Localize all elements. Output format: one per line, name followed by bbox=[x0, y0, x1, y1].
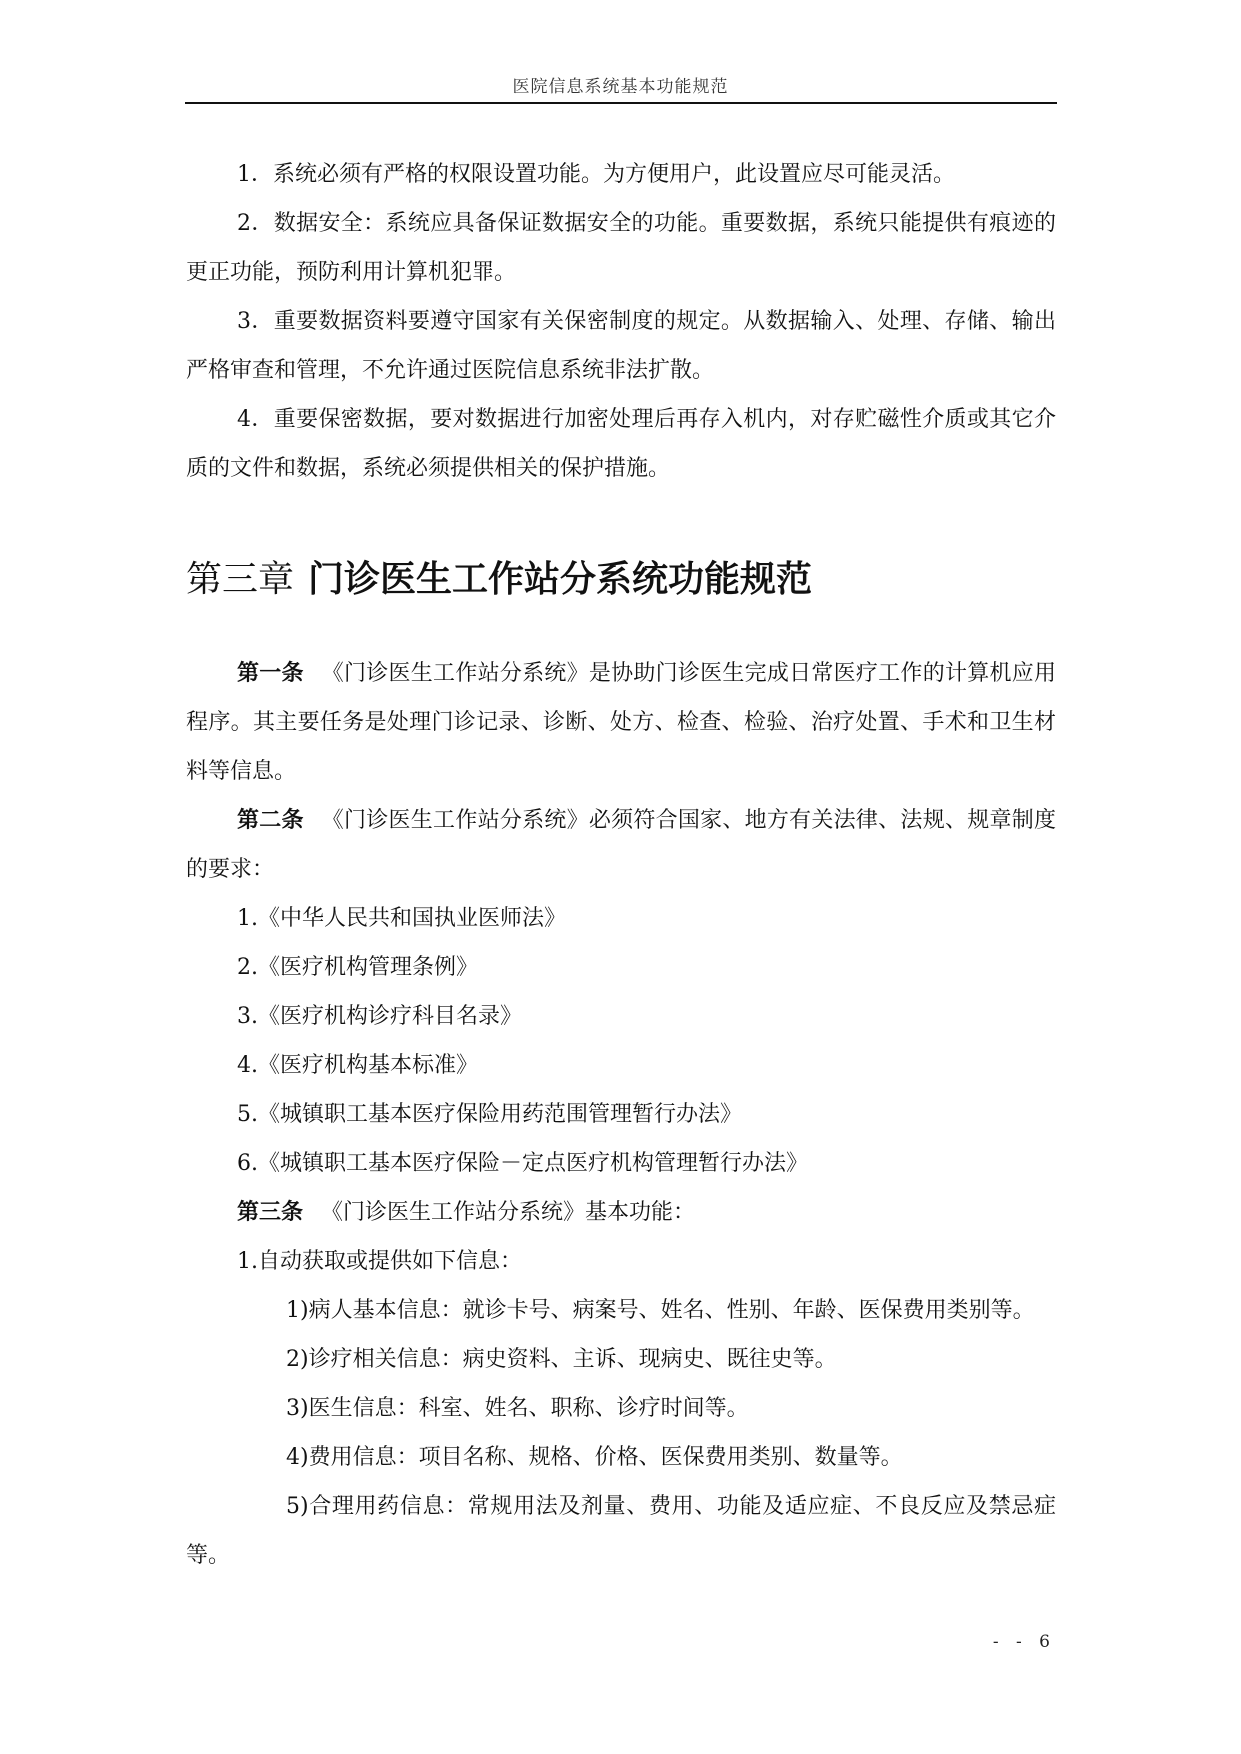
article-1-line: 置、手术和卫生材料等信息。 bbox=[186, 710, 1056, 784]
article-3 bbox=[186, 1188, 1056, 1237]
page-number: - - 6 bbox=[992, 1632, 1056, 1652]
article-3-text: 《门诊医生工作站分系统》基本功能： bbox=[321, 1200, 696, 1225]
article-1-label: 第一条 bbox=[237, 661, 304, 686]
intro-item-3 bbox=[186, 297, 1056, 395]
article-2 bbox=[186, 796, 1056, 894]
article-2-line: 《门诊医生工作站分系统》必须符合国家、地方有关法律、法规、 bbox=[321, 808, 968, 833]
intro-item-1 bbox=[186, 150, 1056, 199]
info-item-1-line: 1)病人基本信息：就诊卡号、病案号、姓名、性别、年龄、医保费用类 bbox=[286, 1298, 969, 1323]
law-item-5: 5.《城镇职工基本医疗保险用药范围管理暂行办法》 bbox=[237, 1102, 742, 1127]
header-title: 医院信息系统基本功能规范 bbox=[512, 77, 729, 97]
info-item-4 bbox=[186, 1433, 1056, 1482]
article-3-subheading: 1.自动获取或提供如下信息： bbox=[237, 1249, 522, 1274]
intro-item-2-line: 有痕迹的更正功能，预防利用计算机犯罪。 bbox=[186, 211, 1056, 285]
article-3-label: 第三条 bbox=[237, 1200, 304, 1225]
intro-item-1-line: 1．系统必须有严格的权限设置功能。为方便用户，此设置应尽可能灵活。 bbox=[237, 162, 955, 187]
intro-item-3-line: 储、输出严格审查和管理，不允许通过医院信息系统非法扩散。 bbox=[186, 309, 1056, 383]
info-item-2 bbox=[186, 1335, 1056, 1384]
article-2-line: 规章制度的要求： bbox=[186, 808, 1056, 882]
chapter-title: 门诊医生工作站分系统功能规范 bbox=[308, 559, 813, 600]
article-1 bbox=[186, 649, 1056, 796]
article-1-line: 算机应用程序。其主要任务是处理门诊记录、诊断、处方、检查、检验、治疗处 bbox=[186, 661, 1056, 735]
info-item-5-line: 禁忌症等。 bbox=[186, 1494, 1056, 1568]
header-rule bbox=[185, 102, 1057, 104]
intro-item-2-line: 2．数据安全：系统应具备保证数据安全的功能。重要数据，系统只能提供 bbox=[237, 211, 967, 236]
law-item-1: 1.《中华人民共和国执业医师法》 bbox=[237, 906, 566, 931]
info-item-3 bbox=[186, 1384, 1056, 1433]
article-2-label: 第二条 bbox=[237, 808, 304, 833]
info-item-1 bbox=[186, 1286, 1056, 1335]
page-content bbox=[186, 150, 1056, 1580]
chapter-heading bbox=[186, 555, 1056, 605]
info-item-2-line: 2)诊疗相关信息：病史资料、主诉、现病史、既往史等。 bbox=[286, 1347, 837, 1372]
chapter-number: 第三章 bbox=[186, 559, 295, 600]
intro-item-4-line: 4．重要保密数据，要对数据进行加密处理后再存入机内，对存贮磁性介质 bbox=[237, 407, 967, 432]
info-item-5 bbox=[186, 1482, 1056, 1580]
law-item-4: 4.《医疗机构基本标准》 bbox=[237, 1053, 478, 1078]
intro-item-4-line: 或其它介质的文件和数据，系统必须提供相关的保护措施。 bbox=[186, 407, 1056, 481]
intro-item-3-line: 3．重要数据资料要遵守国家有关保密制度的规定。从数据输入、处理、存 bbox=[237, 309, 967, 334]
intro-item-4 bbox=[186, 395, 1056, 493]
info-item-3-line: 3)医生信息：科室、姓名、职称、诊疗时间等。 bbox=[286, 1396, 749, 1421]
info-item-4-line: 4)费用信息：项目名称、规格、价格、医保费用类别、数量等。 bbox=[286, 1445, 903, 1470]
info-item-1-line: 别等。 bbox=[968, 1298, 1035, 1323]
law-item-3: 3.《医疗机构诊疗科目名录》 bbox=[237, 1004, 522, 1029]
intro-item-2 bbox=[186, 199, 1056, 297]
info-item-5-line: 5)合理用药信息：常规用法及剂量、费用、功能及适应症、不良反应及 bbox=[286, 1494, 989, 1519]
law-item-2: 2.《医疗机构管理条例》 bbox=[237, 955, 478, 980]
law-item-6: 6.《城镇职工基本医疗保险－定点医疗机构管理暂行办法》 bbox=[237, 1151, 808, 1176]
article-1-line: 《门诊医生工作站分系统》是协助门诊医生完成日常医疗工作的计 bbox=[321, 661, 968, 686]
